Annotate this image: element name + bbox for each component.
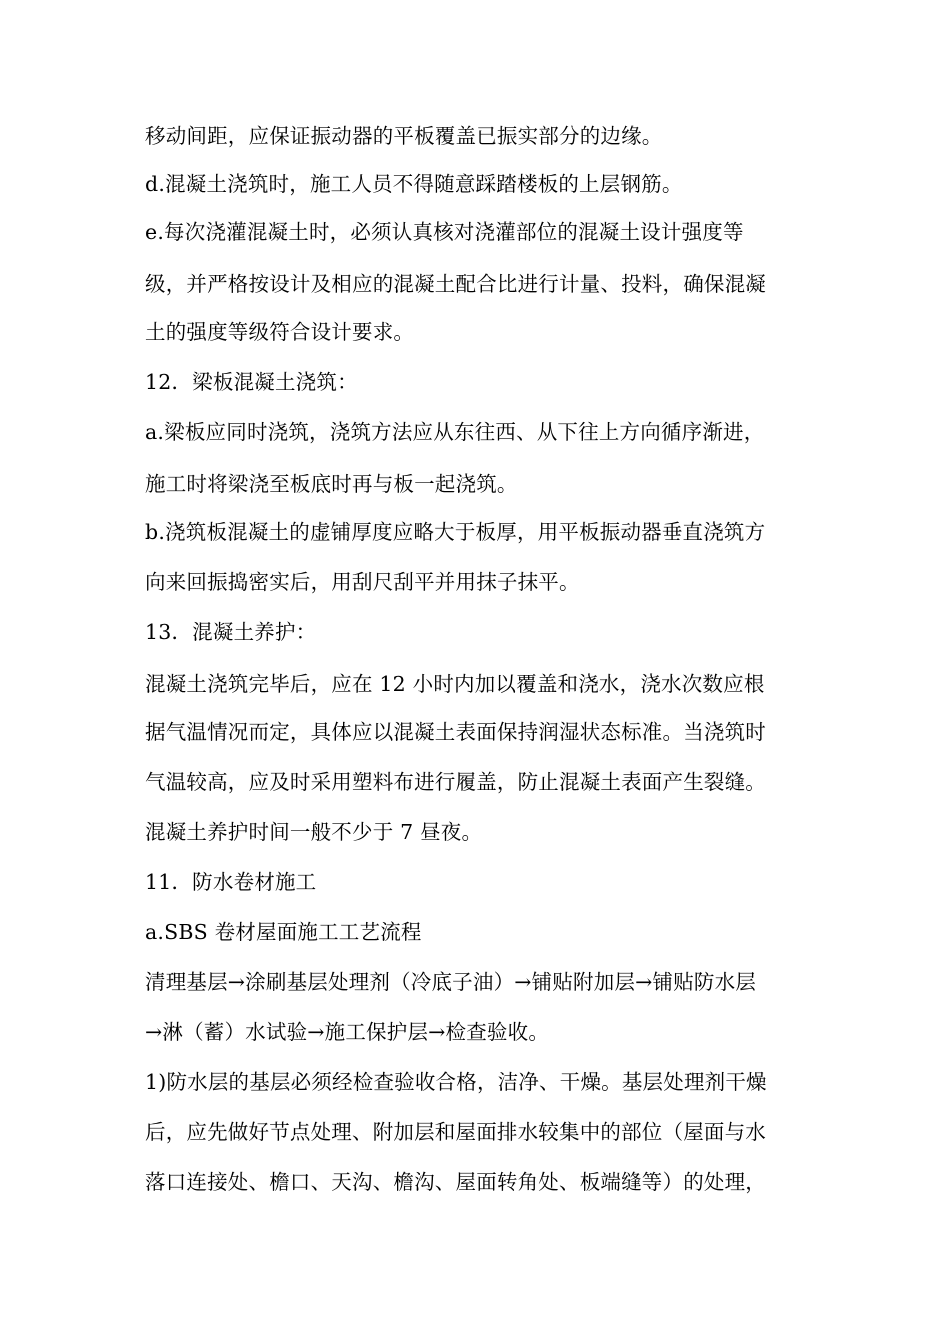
section-heading: 12．梁板混凝土浇筑： — [145, 370, 358, 394]
text-line: b.浇筑板混凝土的虚铺厚度应略大于板厚，用平板振动器垂直浇筑方 — [145, 520, 766, 544]
text-line: d.混凝土浇筑时，施工人员不得随意踩踏楼板的上层钢筋。 — [145, 172, 683, 196]
text-line: 落口连接处、檐口、天沟、檐沟、屋面转角处、板端缝等）的处理， — [145, 1170, 766, 1194]
text-line: 气温较高，应及时采用塑料布进行履盖，防止混凝土表面产生裂缝。 — [145, 770, 766, 794]
text-line: a.SBS 卷材屋面施工工艺流程 — [145, 920, 422, 944]
text-line: 据气温情况而定，具体应以混凝土表面保持润湿状态标准。当浇筑时 — [145, 720, 766, 744]
text-line: 向来回振捣密实后，用刮尺刮平并用抹子抹平。 — [145, 570, 580, 594]
text-line: e.每次浇灌混凝土时，必须认真核对浇灌部位的混凝土设计强度等 — [145, 220, 744, 244]
text-line: 后，应先做好节点处理、附加层和屋面排水较集中的部位（屋面与水 — [145, 1120, 766, 1144]
section-heading: 13．混凝土养护： — [145, 620, 317, 644]
text-line: 施工时将梁浇至板底时再与板一起浇筑。 — [145, 472, 518, 496]
text-line: a.梁板应同时浇筑，浇筑方法应从东往西、从下往上方向循序渐进， — [145, 420, 765, 444]
text-line: 清理基层→涂刷基层处理剂（冷底子油）→铺贴附加层→铺贴防水层 — [145, 970, 757, 994]
text-line: 混凝土浇筑完毕后，应在 12 小时内加以覆盖和浇水，浇水次数应根 — [145, 672, 765, 696]
section-heading: 11．防水卷材施工 — [145, 870, 317, 894]
text-line: 1)防水层的基层必须经检查验收合格，洁净、干燥。基层处理剂干燥 — [145, 1070, 767, 1094]
text-line: 级，并严格按设计及相应的混凝土配合比进行计量、投料，确保混凝 — [145, 272, 766, 296]
text-line: 混凝土养护时间一般不少于 7 昼夜。 — [145, 820, 483, 844]
text-line: 土的强度等级符合设计要求。 — [145, 320, 415, 344]
text-line: →淋（蓄）水试验→施工保护层→检查验收。 — [145, 1020, 550, 1044]
text-line: 移动间距，应保证振动器的平板覆盖已振实部分的边缘。 — [145, 124, 663, 148]
